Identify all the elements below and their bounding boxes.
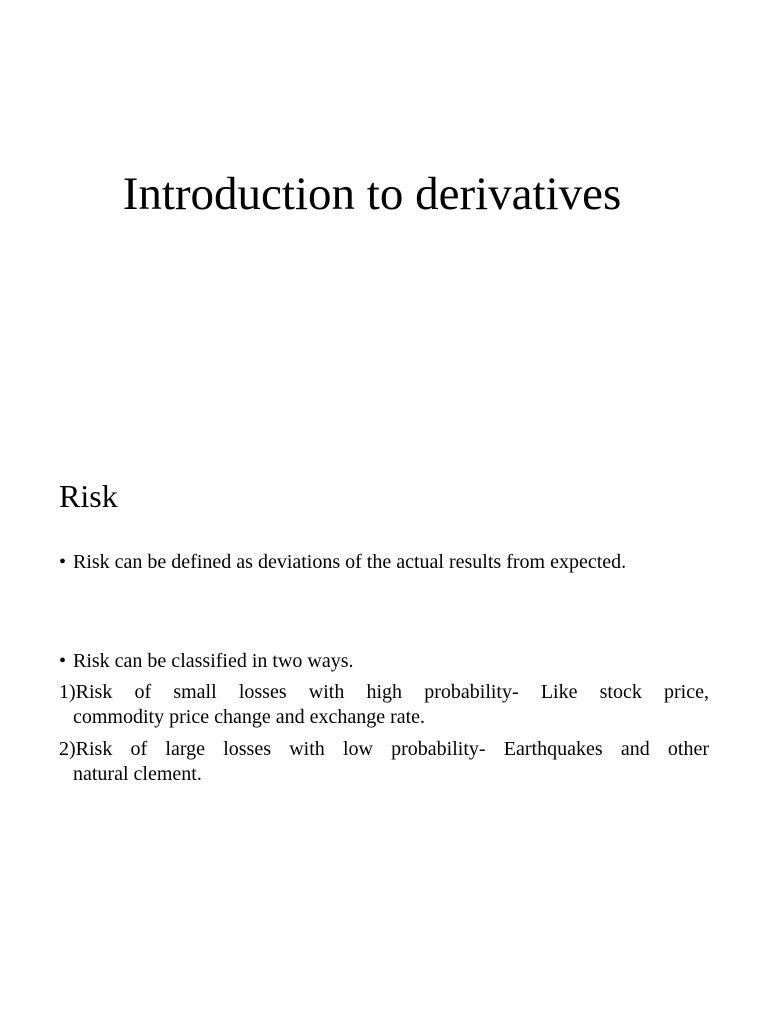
numbered-item-continuation: natural clement. — [73, 763, 202, 785]
bullet-text: Risk can be classified in two ways. — [73, 650, 354, 672]
numbered-item-continuation: commodity price change and exchange rate. — [73, 706, 426, 728]
bullet-marker: • — [59, 650, 67, 672]
content-slide — [0, 440, 768, 840]
bullet-item — [59, 550, 709, 575]
title-slide — [0, 0, 768, 384]
section-heading: Risk — [59, 478, 118, 514]
bullet-text: Risk can be defined as deviations of the actual results from expected. — [73, 551, 627, 573]
bullet-item — [59, 649, 709, 674]
numbered-item — [59, 680, 709, 730]
slide-title: Introduction to derivatives — [122, 168, 622, 220]
numbered-item — [59, 737, 709, 787]
numbered-item-line: 2)Risk of large losses with low probability- Earthquakes and other — [59, 738, 709, 760]
bullet-marker: • — [59, 551, 67, 573]
numbered-item-line: 1)Risk of small losses with high probability- Like stock price, — [59, 681, 709, 703]
